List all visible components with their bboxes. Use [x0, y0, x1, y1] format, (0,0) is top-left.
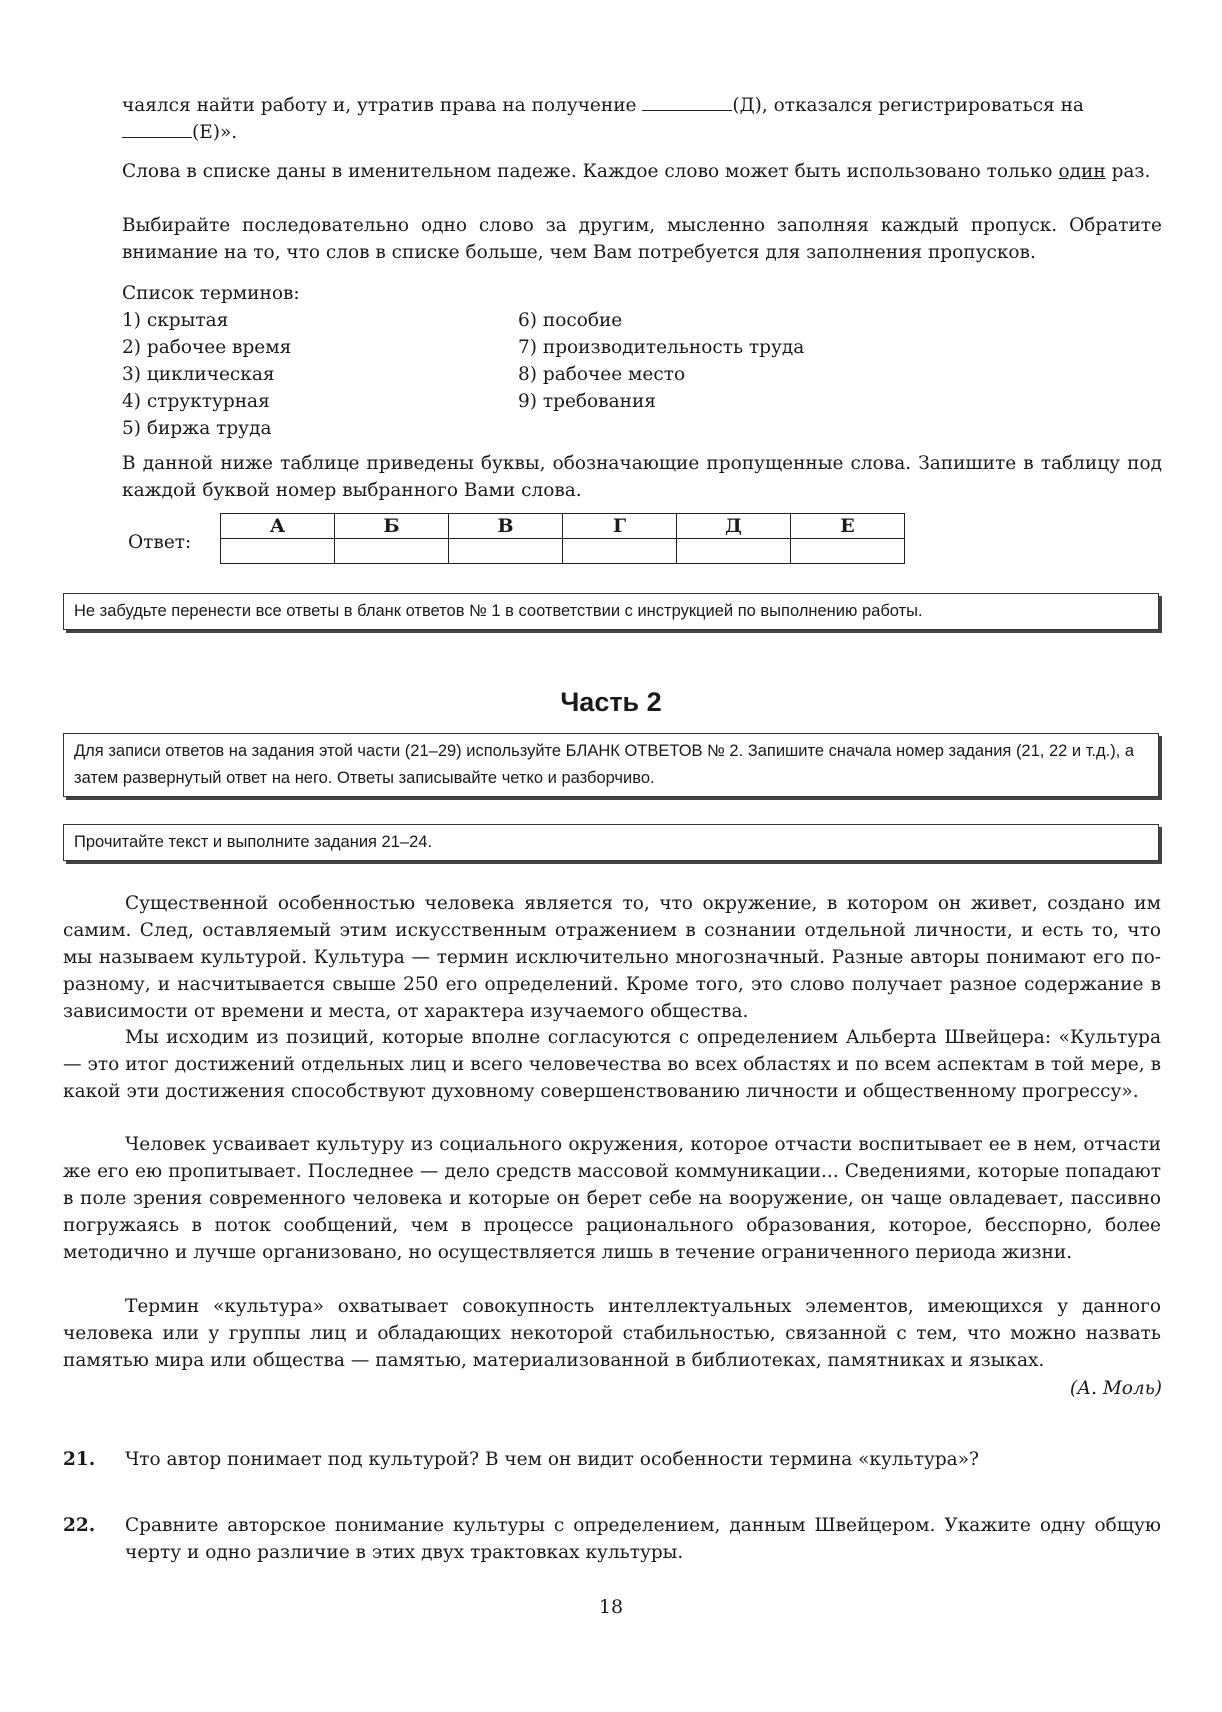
- terms-title: Список терминов:: [122, 283, 300, 304]
- question-text: Сравните авторское понимание культуры с определением, данным Швейцером. Укажите одну общую черту и одно различие в этих двух трактовках культуры.: [125, 1515, 1161, 1563]
- answer-table: [220, 513, 905, 564]
- part2-instruction-box: Для записи ответов на задания этой части (21–29) используйте БЛАНК ОТВЕТОВ № 2. Запишите сначала номер задания (21, 22 и т.д.), а затем развернутый ответ на него. Ответы записывайте четко и разборчиво.: [63, 733, 1159, 797]
- answer-cell[interactable]: [449, 539, 563, 564]
- blank-e: [122, 119, 192, 138]
- answer-cell[interactable]: [677, 539, 791, 564]
- question-text: Что автор понимает под культурой? В чем он видит особенности термина «культура»?: [125, 1449, 979, 1470]
- term-item: 2) рабочее время: [122, 337, 292, 358]
- answer-letters-row: [221, 514, 905, 539]
- answer-cell[interactable]: [563, 539, 677, 564]
- term-item: 8) рабочее место: [518, 364, 686, 385]
- instruction-1: Слова в списке даны в именительном падеже. Каждое слово может быть использовано только один раз.: [122, 161, 1151, 182]
- answer-values-row: [221, 539, 905, 564]
- term-item: 6) пособие: [518, 310, 623, 331]
- text-paragraph-2: Мы исходим из позиций, которые вполне согласуются с определением Альберта Швейцера: «Культура — это итог достижений отдельных лиц и всего человечества во всех областях и по всем аспектам в той мере, в какой эти достижения способствуют духовному совершенствованию личности и общественному прогрессу».: [63, 1027, 1161, 1102]
- answer-cell[interactable]: [221, 539, 335, 564]
- question-21: [63, 1446, 1161, 1473]
- term-item: 7) производительность труда: [518, 337, 805, 358]
- intro-line1-start: чаялся найти работу и, утратив права на получение: [122, 95, 637, 116]
- text-paragraph-4: Термин «культура» охватывает совокупность интеллектуальных элементов, имеющихся у данного человека или у группы лиц и обладающих некоторой стабильностью, связанной с тем, что можно назвать памятью мира или общества — памятью, материализованной в библиотеках, памятниках и языках.: [63, 1296, 1161, 1371]
- question-22: [63, 1512, 1161, 1566]
- term-item: 9) требования: [518, 391, 656, 412]
- text-paragraph-1: Существенной особенностью человека является то, что окружение, в котором он живет, создано им самим. След, оставляемый этим искусственным отражением в сознании отдельной личности, и есть то, что мы называем культурой. Культура — термин исключительно многозначный. Разные авторы понимают его по-разному, и насчитывается свыше 250 его определений. Кроме того, это слово получает разное содержание в зависимости от времени и места, от характера изучаемого общества.: [63, 893, 1161, 1022]
- answer-label: Ответ:: [128, 532, 192, 553]
- text-author: (А. Моль): [1069, 1378, 1162, 1399]
- intro-line1-end: (Д), отказался регистрироваться на: [732, 95, 1084, 116]
- answer-letter: Е: [791, 514, 905, 539]
- answer-letter: А: [221, 514, 335, 539]
- answer-letter: Б: [335, 514, 449, 539]
- term-item: 1) скрытая: [122, 310, 229, 331]
- text-paragraph-3: Человек усваивает культуру из социального окружения, которое отчасти воспитывает ее в нем, отчасти же его ею пропитывает. Последнее — дело средств массовой коммуникации... Сведениями, которые попадают в поле зрения современного человека и которые он берет себе на вооружение, он чаще овладевает, пассивно погружаясь в поток сообщений, чем в процессе рационального образования, которое, бесспорно, более методично и лучше организовано, но осуществляется лишь в течение ограниченного периода жизни.: [63, 1134, 1161, 1263]
- intro-line2: (Е)».: [192, 122, 238, 143]
- term-item: 3) циклическая: [122, 364, 275, 385]
- part-title: Часть 2: [560, 687, 662, 717]
- terms-list-right: [518, 307, 804, 415]
- term-item: 4) структурная: [122, 391, 270, 412]
- answer-cell[interactable]: [335, 539, 449, 564]
- answer-letter: В: [449, 514, 563, 539]
- question-number: 22.: [63, 1515, 96, 1536]
- table-instruction: В данной ниже таблице приведены буквы, обозначающие пропущенные слова. Запишите в таблицу под каждой буквой номер выбранного Вами слова.: [122, 453, 1162, 501]
- reminder-box: Не забудьте перенести все ответы в бланк ответов № 1 в соответствии с инструкцией по выполнению работы.: [63, 593, 1159, 630]
- answer-cell[interactable]: [791, 539, 905, 564]
- instruction-2: Выбирайте последовательно одно слово за другим, мысленно заполняя каждый пропуск. Обратите внимание на то, что слов в списке больше, чем Вам потребуется для заполнения пропусков.: [122, 215, 1162, 263]
- page-number: 18: [598, 1596, 624, 1618]
- terms-list-left: [122, 280, 300, 442]
- underlined-word: один: [1058, 161, 1106, 182]
- intro-text: [122, 92, 1162, 146]
- question-number: 21.: [63, 1449, 96, 1470]
- blank-d: [642, 92, 732, 111]
- read-task-box: Прочитайте текст и выполните задания 21–24.: [63, 824, 1159, 861]
- term-item: 5) биржа труда: [122, 418, 272, 439]
- answer-letter: Д: [677, 514, 791, 539]
- answer-letter: Г: [563, 514, 677, 539]
